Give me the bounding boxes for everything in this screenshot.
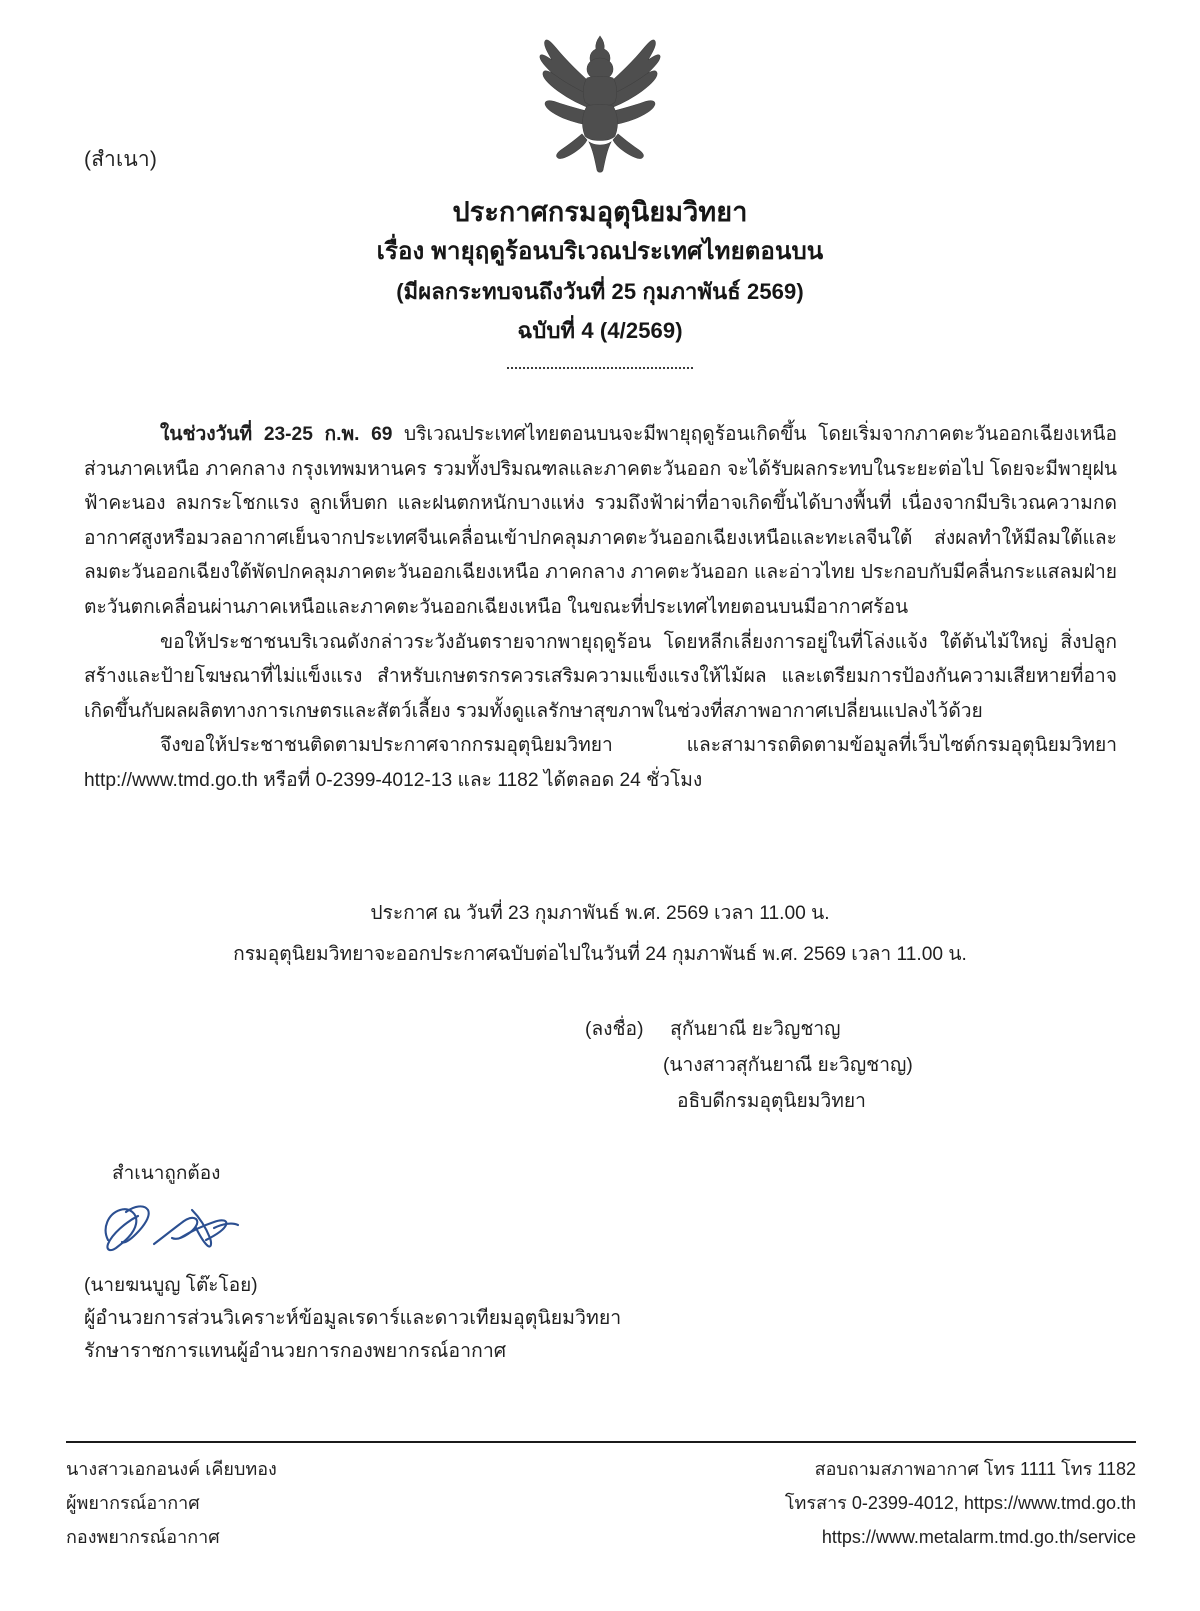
heading-line-1: ประกาศกรมอุตุนิยมวิทยา	[452, 197, 748, 227]
copy-mark: (สำเนา)	[84, 148, 158, 171]
signed-name: สุกันยาณี ยะวิญชาญ	[670, 1019, 841, 1040]
paragraph-1-text: บริเวณประเทศไทยตอนบนจะมีพายุฤดูร้อนเกิดขึ้น โดยเริ่มจากภาคตะวันออกเฉียงเหนือ ส่วนภาคเหนือ ภาคกลาง กรุงเทพมหานคร รวมทั้งปริมณฑลและภาคตะวันออก จะได้รับผลกระทบในระยะต่อไป โดยจะมีพายุฝนฟ้าคะนอง ลมกระโชกแรง ลูกเห็บตก และฝนตกหนักบางแห่ง รวมถึงฟ้าผ่าที่อาจเกิดขึ้นได้บางพื้นที่ เนื่องจากมีบริเวณความกดอากาศสูงหรือมวลอากาศเย็นจากประเทศจีนเคลื่อนเข้าปกคลุมภาคตะวันออกเฉียงเหนือและทะเลจีนใต้ ส่งผลทำให้มีลมใต้และลมตะวันออกเฉียงใต้พัดปกคลุมภาคตะวันออกเฉียงเหนือ ภาคกลาง ภาคตะวันออก และอ่าวไทย ประกอบกับมีคลื่นกระแสลมฝ่ายตะวันตกเคลื่อนผ่านภาคเหนือและภาคตะวันออกเฉียงเหนือ ในขณะที่ประเทศไทยตอนบนมีอากาศร้อน	[84, 424, 1117, 618]
handwritten-signature	[96, 1192, 286, 1266]
certified-copy-role-1: ผู้อำนวยการส่วนวิเคราะห์ข้อมูลเรดาร์และดาวเทียมอุตุนิยมวิทยา	[84, 1307, 622, 1329]
footer-forecaster-division: กองพยากรณ์อากาศ	[66, 1527, 220, 1547]
certified-copy-role-2: รักษาราชการแทนผู้อำนวยการกองพยากรณ์อากาศ	[84, 1340, 507, 1362]
signature-block	[585, 1012, 1045, 1120]
signature-name-parenthetical: (นางสาวสุกันยาณี ยะวิญชาญ)	[663, 1055, 913, 1076]
footer-forecaster-role: ผู้พยากรณ์อากาศ	[66, 1493, 200, 1513]
footer-fax-website: โทรสาร 0-2399-4012, https://www.tmd.go.th	[784, 1493, 1136, 1513]
next-announcement-line: กรมอุตุนิยมวิทยาจะออกประกาศฉบับต่อไปในวันที่ 24 กุมภาพันธ์ พ.ศ. 2569 เวลา 11.00 น.	[233, 944, 967, 965]
paragraph-1	[84, 418, 1117, 626]
document-body	[84, 418, 1117, 799]
footer-left	[66, 1452, 277, 1554]
paragraph-2: ขอให้ประชาชนบริเวณดังกล่าวระวังอันตรายจากพายุฤดูร้อน โดยหลีกเลี่ยงการอยู่ในที่โล่งแจ้ง ใต้ต้นไม้ใหญ่ สิ่งปลูกสร้างและป้ายโฆษณาที่ไม่แข็งแรง สำหรับเกษตรกรควรเสริมความแข็งแรงให้ไม้ผล และเตรียมการป้องกันความเสียหายที่อาจเกิดขึ้นกับผลผลิตทางการเกษตรและสัตว์เลี้ยง รวมทั้งดูแลรักษาสุขภาพในช่วงที่สภาพอากาศเปลี่ยนแปลงไว้ด้วย	[84, 631, 1117, 722]
signature-title: อธิบดีกรมอุตุนิยมวิทยา	[677, 1091, 866, 1112]
certified-copy-block	[84, 1158, 704, 1368]
heading-divider	[507, 367, 693, 369]
footer-service-url: https://www.metalarm.tmd.go.th/service	[821, 1527, 1136, 1547]
issued-block	[0, 893, 1200, 975]
footer-divider	[66, 1441, 1136, 1443]
heading-line-4: ฉบับที่ 4 (4/2569)	[517, 318, 683, 343]
heading-line-2: เรื่อง พายุฤดูร้อนบริเวณประเทศไทยตอนบน	[376, 238, 824, 265]
issued-date-line: ประกาศ ณ วันที่ 23 กุมภาพันธ์ พ.ศ. 2569 เวลา 11.00 น.	[370, 903, 830, 924]
garuda-emblem	[525, 22, 675, 174]
paragraph-1-lead: ในช่วงวันที่ 23-25 ก.พ. 69	[160, 424, 393, 445]
certified-copy-name: (นายฆนบูญ โต๊ะโอย)	[84, 1275, 258, 1296]
footer-right	[785, 1452, 1136, 1554]
signature-line	[585, 1012, 1045, 1048]
document-footer	[66, 1452, 1136, 1554]
emblem-container	[0, 22, 1200, 174]
paragraph-3: จึงขอให้ประชาชนติดตามประกาศจากกรมอุตุนิยมวิทยา และสามารถติดตามข้อมูลที่เว็บไซต์กรมอุตุนิยมวิทยา http://www.tmd.go.th หรือที่ 0-2399-4012-13 และ 1182 ได้ตลอด 24 ชั่วโมง	[84, 735, 1117, 791]
footer-forecaster-name: นางสาวเอกอนงค์ เคียบทอง	[66, 1459, 277, 1479]
heading-line-3: (มีผลกระทบจนถึงวันที่ 25 กุมภาพันธ์ 2569)	[396, 279, 804, 304]
certified-copy-label: สำเนาถูกต้อง	[112, 1163, 221, 1184]
document-heading	[0, 192, 1200, 369]
footer-hotline: สอบถามสภาพอากาศ โทร 1111 โทร 1182	[814, 1459, 1136, 1479]
signed-label: (ลงชื่อ)	[585, 1019, 644, 1040]
